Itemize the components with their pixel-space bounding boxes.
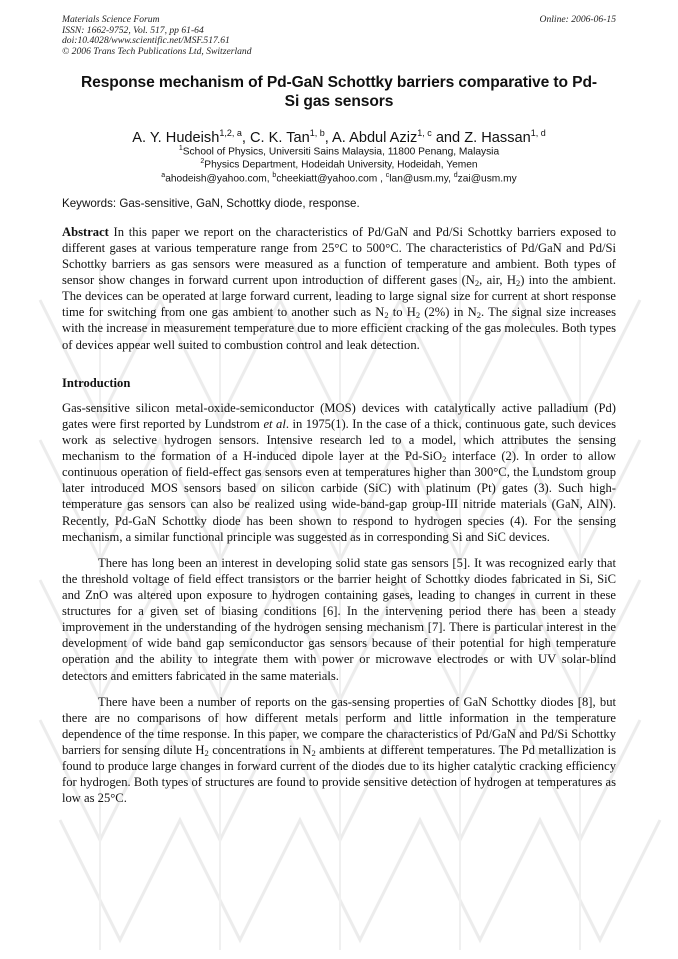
title-line-2: Si gas sensors — [284, 93, 394, 110]
abstract-text: . The signal size increases with the increase in measurement temperature due to more efficient cracking of the gas molecules. Both types of devices appear well suited to combustion control and leak detection. — [62, 305, 617, 352]
affil-number: 1 — [178, 145, 183, 152]
author-emails — [62, 170, 616, 185]
email-link[interactable]: zai@usm.my — [457, 173, 517, 185]
subscript: 2 — [204, 748, 209, 759]
abstract-text: ) into the ambient. The devices can be operated at large forward current, leading to large signal size for current at short response time for switching from one gas ambient to another such as N — [62, 273, 616, 320]
online-date: Online: 2006-06-15 — [539, 14, 616, 25]
subscript: 2 — [476, 310, 481, 321]
author-affil-mark: 1,2, a — [219, 128, 242, 138]
journal-issn: ISSN: 1662-9752, Vol. 517, pp 61-64 — [62, 24, 204, 36]
intro-paragraph-1 — [62, 400, 616, 545]
abstract-label: Abstract — [62, 225, 109, 239]
author-affil-mark: 1, c — [417, 128, 432, 138]
journal-doi[interactable]: doi:10.4028/www.scientific.net/MSF.517.61 — [62, 35, 230, 46]
author-name: , C. K. Tan — [241, 129, 310, 146]
journal-name: Materials Science Forum — [62, 14, 160, 25]
journal-copyright: © 2006 Trans Tech Publications Ltd, Switzerland — [62, 45, 252, 57]
subscript: 2 — [474, 278, 480, 289]
abstract-paragraph — [62, 224, 616, 353]
email-link[interactable]: cheekiatt@yahoo.com , — [276, 173, 386, 185]
abstract-text: , air, H — [479, 273, 516, 288]
section-heading-introduction: Introduction — [62, 376, 131, 390]
subscript: 2 — [442, 454, 447, 465]
paragraph-text: ambients at different temperatures. The Pd metallization is found to produce large changes in forward current of the diodes due to its higher catalytic cracking efficiency for hydrogen. Both types of structures are found to provide sensitive detection of hydrogen at temperatures as low as 25°C. — [62, 743, 616, 806]
affil-text: School of Physics, Universiti Sains Malaysia, 11800 Penang, Malaysia — [182, 146, 500, 158]
email-link[interactable]: lan@usm.my, — [389, 173, 454, 185]
subscript: 2 — [384, 310, 389, 321]
email-mark: b — [272, 172, 277, 179]
keywords-line: Keywords: Gas-sensitive, GaN, Schottky diode, response. — [62, 197, 360, 210]
email-mark: a — [161, 172, 166, 179]
paragraph-text: Gas-sensitive silicon metal-oxide-semiconductor (MOS) devices with catalytically active palladium (Pd) gates were first reported by Lundstrom — [62, 401, 616, 432]
subscript: 2 — [415, 310, 421, 321]
title-line-1: Response mechanism of Pd-GaN Schottky barriers comparative to Pd- — [80, 74, 598, 91]
author-affil-mark: 1, d — [530, 128, 546, 138]
author-name: and Z. Hassan — [431, 129, 531, 146]
email-link[interactable]: ahodeish@yahoo.com, — [165, 173, 273, 185]
email-mark: c — [385, 172, 390, 179]
abstract-text: to H — [388, 305, 416, 320]
author-name: A. Y. Hudeish — [132, 129, 220, 146]
affil-text: Physics Department, Hodeidah University, Hodeidah, Yemen — [204, 159, 478, 171]
paragraph-text: concentrations in N — [208, 743, 312, 758]
paragraph-text: There have been a number of reports on the gas-sensing properties of GaN Schottky diodes [8], but there are no comparisons of how different metals perform and little information in the temperature dependence of the time response. In this paper, we compare the characteristics of Pd/GaN and Pd/Si Schottky barriers for sensing dilute H — [62, 695, 616, 758]
paragraph-text: interface (2). In order to allow continuous operation of field-effect gas sensors even at temperatures higher than 300°C, the Lundstom group later introduced MOS sensors based on silicon carbide (SiC) with platinum (Pt) gates (3). Such high-temperature gas sensors can also be realized using wide-band-gap group-III nitride materials (GaN, AlN). Recently, Pd-GaN Schottky diode has been shown to respond to hydrogen species (4). For the sensing mechanism, a similar functional principle was suggested as in corresponding Si and SiC devices. — [62, 449, 616, 544]
subscript: 2 — [311, 748, 316, 759]
paper-title — [62, 73, 616, 111]
intro-paragraph-3 — [62, 694, 616, 807]
intro-paragraph-2: There has long been an interest in developing solid state gas sensors [5]. It was recognized early that the threshold voltage of field effect transistors or the barrier height of Schottky diodes fabricated in Si, SiC and ZnO was altered upon exposure to hydrogen containing gases, leading to changes in current in these structures for a given set of biasing conditions [6]. In the intervening period there has been a steady improvement in the understanding of the hydrogen sensing mechanism [7]. There is particular interest in the development of wide band gap semiconductor gas sensors because of their potential for high temperature operation and the ability to integrate them with power or microwave electrodes or with UV solar-blind detectors and emitters fabricated in the same materials. — [62, 556, 616, 683]
abstract-text: (2%) in N — [420, 305, 477, 320]
author-affil-mark: 1, b — [309, 128, 325, 138]
subscript: 2 — [515, 278, 521, 289]
journal-header — [62, 15, 616, 57]
abstract-text: In this paper we report on the characteristics of Pd/GaN and Pd/Si Schottky barriers exposed to different gases at various temperature range from 25°C to 500°C. The characteristics of Pd/GaN and Pd/Si Schottky barriers as gas sensors were measured as a function of temperature and ambient. Both types of sensor show changes in forward current upon introduction of different gases (N — [62, 225, 616, 288]
email-mark: d — [453, 172, 458, 179]
paragraph-text: . in 1975(1). In the case of a thick, continuous gate, such devices work as selective hydrogen sensors. Intensive research led to a model, which attributes the sensing mechanism to the formation of a H-induced dipole layer at the Pd-SiO — [62, 417, 616, 464]
paragraph-italic: et al — [263, 417, 286, 432]
author-name: , A. Abdul Aziz — [324, 129, 418, 146]
affil-number: 2 — [200, 158, 205, 165]
